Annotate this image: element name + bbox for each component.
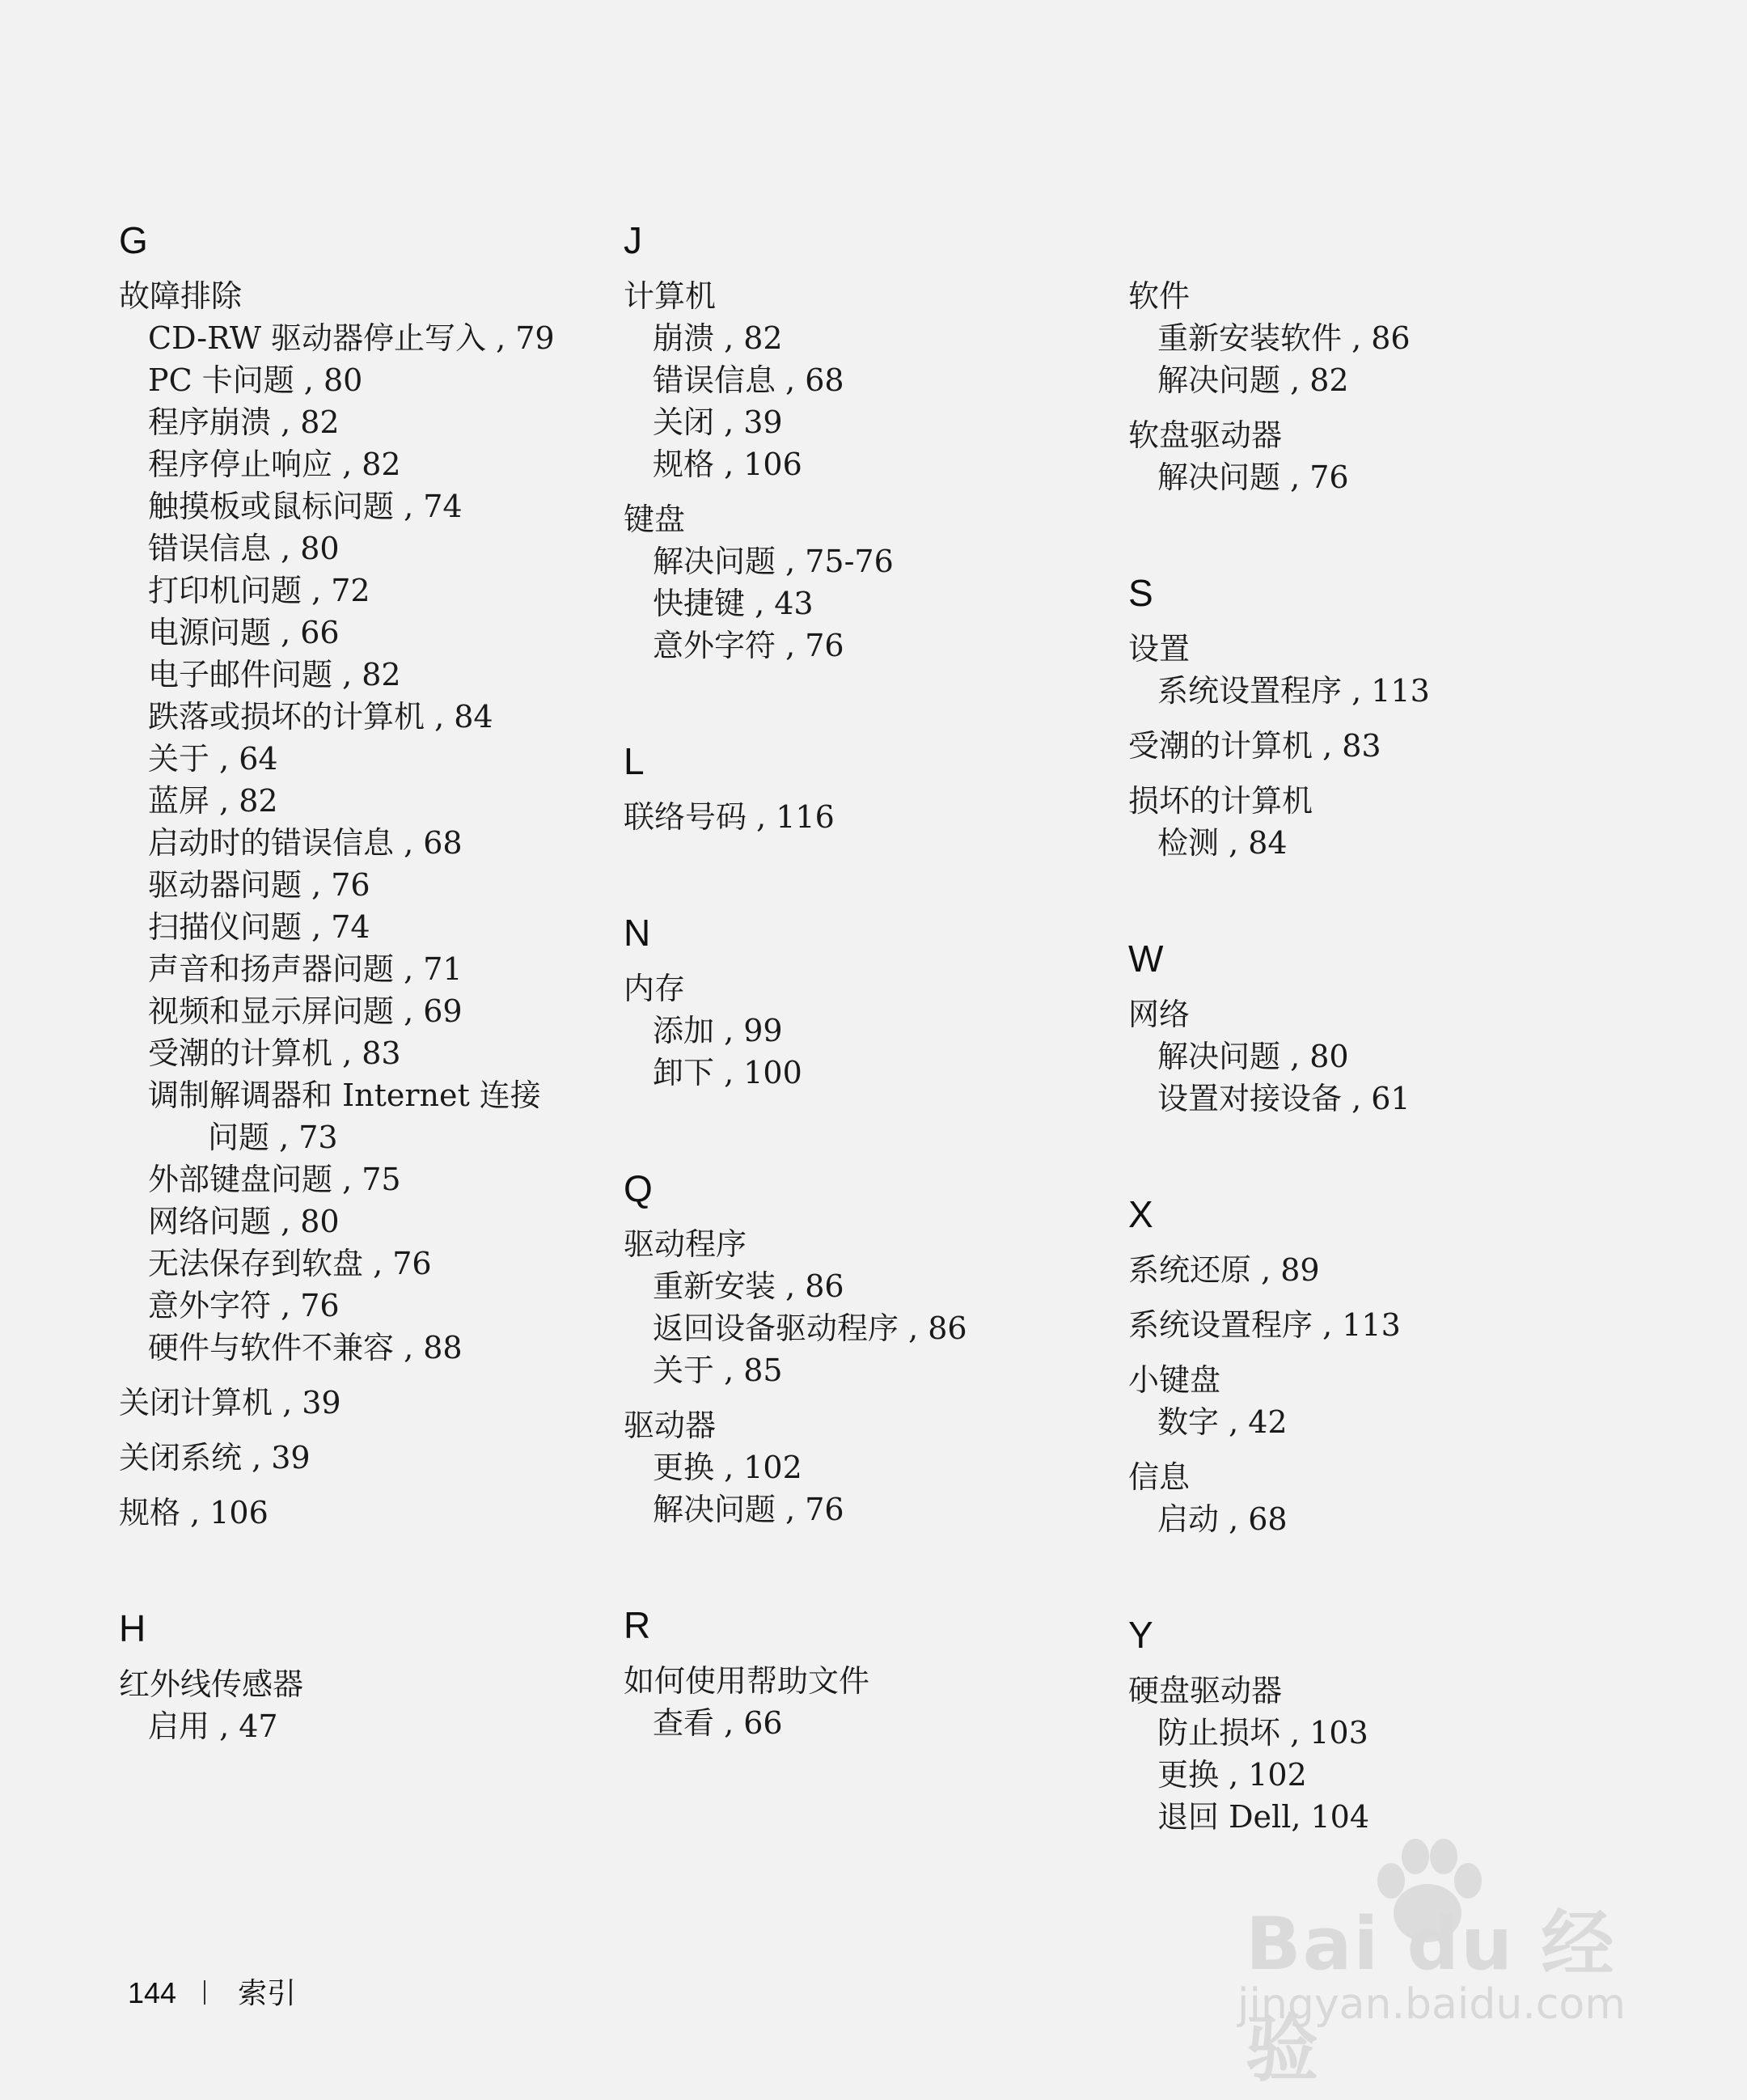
subentry-text: 扫描仪问题 , 74	[148, 909, 370, 945]
index-entry	[1128, 725, 1630, 767]
subentry-text: 添加 , 99	[653, 1013, 783, 1048]
index-entry	[1128, 628, 1630, 712]
index-term: 计算机	[624, 278, 717, 314]
subentry-text: 触摸板或鼠标问题 , 74	[148, 489, 463, 524]
index-entry	[624, 1660, 1125, 1744]
index-subentry	[1128, 317, 1630, 359]
index-subentry	[624, 359, 1125, 401]
index-entry	[624, 1223, 1125, 1391]
section-entries	[624, 967, 1125, 1094]
index-subentry	[624, 401, 1125, 443]
section-letter: L	[624, 740, 645, 782]
section-entries	[119, 275, 620, 1534]
index-term: 软件	[1128, 278, 1191, 314]
section-letter: H	[119, 1607, 146, 1649]
section-entries	[624, 1223, 1125, 1531]
subentry-text: 崩溃 , 82	[653, 320, 783, 356]
section-entries	[1128, 275, 1630, 498]
subentry-text: 外部键盘问题 , 75	[148, 1162, 401, 1197]
index-subentry	[119, 1285, 620, 1327]
section-gap	[1128, 1540, 1630, 1613]
index-subentry	[624, 1052, 1125, 1094]
subentry-text: 硬件与软件不兼容 , 88	[148, 1330, 463, 1365]
index-entry	[1128, 275, 1630, 401]
baidu-watermark	[1237, 1836, 1658, 2092]
index-term: 规格 , 106	[119, 1495, 269, 1531]
index-subentry	[1128, 1754, 1630, 1796]
subentry-text: 解决问题 , 82	[1157, 362, 1349, 398]
index-subentry	[624, 1702, 1125, 1744]
index-term: 如何使用帮助文件	[624, 1663, 870, 1699]
subentry-text: 规格 , 106	[653, 447, 802, 482]
footer-section-title: 索引	[238, 1976, 297, 2009]
subentry-text: 网络问题 , 80	[148, 1204, 340, 1239]
index-entry	[624, 967, 1125, 1094]
index-entry	[624, 796, 1125, 838]
index-term: 软盘驱动器	[1128, 417, 1283, 453]
index-subentry	[119, 990, 620, 1032]
subentry-text: 程序停止响应 , 82	[148, 447, 401, 482]
index-entry	[119, 275, 620, 1369]
subentry-text: 跌落或损坏的计算机 , 84	[148, 699, 493, 735]
subentry-text: 解决问题 , 76	[1157, 459, 1349, 495]
index-subentry	[119, 1074, 620, 1158]
index-subentry	[1128, 1712, 1630, 1754]
section-letter: W	[1128, 938, 1164, 980]
index-subentry	[624, 443, 1125, 485]
index-subentry	[1128, 822, 1630, 864]
subentry-text: 退回 Dell, 104	[1157, 1799, 1370, 1835]
subentry-text: 解决问题 , 75-76	[653, 544, 894, 579]
index-term: 损坏的计算机	[1128, 783, 1313, 819]
subentry-text: 启用 , 47	[148, 1708, 278, 1744]
subentry-text: 意外字符 , 76	[148, 1288, 340, 1323]
index-term: 驱动器	[624, 1408, 717, 1443]
index-subentry	[119, 1200, 620, 1243]
subentry-text: 关于 , 64	[148, 741, 278, 777]
index-term: 驱动程序	[624, 1226, 747, 1262]
index-term: 硬盘驱动器	[1128, 1673, 1283, 1708]
section-entries	[624, 1660, 1125, 1744]
index-column-1	[119, 218, 620, 1747]
section-entries	[1128, 1670, 1630, 1838]
index-term: 联络号码 , 116	[624, 799, 835, 835]
index-subentry	[119, 569, 620, 612]
section-gap	[1128, 498, 1630, 571]
index-subentry	[624, 1349, 1125, 1391]
index-term: 故障排除	[119, 278, 243, 314]
section-letter: Q	[624, 1167, 653, 1209]
index-subentry	[1128, 670, 1630, 712]
index-term: 系统还原 , 89	[1128, 1252, 1320, 1288]
subentry-text: 视频和显示屏问题 , 69	[148, 993, 463, 1029]
index-subentry	[624, 1010, 1125, 1052]
index-entry	[119, 1437, 620, 1479]
index-subentry	[119, 1705, 620, 1747]
subentry-text: 防止损坏 , 103	[1157, 1715, 1368, 1751]
subentry-continuation: 问题 , 73	[208, 1120, 338, 1155]
index-entry	[1128, 1304, 1630, 1346]
section-gap	[1128, 1120, 1630, 1192]
index-entry	[1128, 1359, 1630, 1443]
subentry-text: 程序崩溃 , 82	[148, 404, 340, 440]
index-entry	[1128, 993, 1630, 1120]
subentry-text: 解决问题 , 76	[653, 1492, 844, 1527]
index-subentry	[624, 624, 1125, 667]
subentry-text: 检测 , 84	[1157, 825, 1288, 861]
index-term: 内存	[624, 971, 686, 1006]
index-entry	[1128, 414, 1630, 498]
subentry-text: 系统设置程序 , 113	[1157, 673, 1430, 709]
page-footer	[128, 1971, 296, 2012]
index-entry	[119, 1492, 620, 1534]
index-entry	[1128, 780, 1630, 864]
index-subentry	[624, 1307, 1125, 1349]
section-letter	[1128, 218, 1630, 262]
section-entries	[624, 275, 1125, 667]
watermark-url: jingyan.baidu.com	[1237, 1980, 1626, 2029]
index-subentry	[119, 1243, 620, 1285]
index-term: 红外线传感器	[119, 1666, 304, 1702]
footer-separator	[204, 1980, 205, 2005]
index-subentry	[119, 443, 620, 485]
index-entry	[624, 275, 1125, 485]
index-subentry	[119, 864, 620, 906]
subentry-text: CD-RW 驱动器停止写入 , 79	[148, 320, 555, 356]
subentry-text: 返回设备驱动程序 , 86	[653, 1310, 967, 1346]
section-letter: X	[1128, 1193, 1153, 1235]
section-letter: N	[624, 912, 651, 954]
section-gap	[624, 1094, 1125, 1166]
subentry-text: 设置对接设备 , 61	[1157, 1081, 1411, 1116]
index-subentry	[119, 485, 620, 527]
index-column-2	[624, 218, 1125, 1744]
index-entry	[119, 1663, 620, 1747]
subentry-text: 数字 , 42	[1157, 1404, 1288, 1440]
subentry-text: 更换 , 102	[1157, 1757, 1307, 1793]
page-number: 144	[128, 1976, 177, 2009]
index-term: 小键盘	[1128, 1362, 1221, 1398]
index-subentry	[119, 906, 620, 948]
subentry-text: 错误信息 , 68	[653, 362, 844, 398]
subentry-text: PC 卡问题 , 80	[148, 362, 363, 398]
subentry-text: 启动时的错误信息 , 68	[148, 825, 463, 861]
index-subentry	[1128, 359, 1630, 401]
section-entries	[1128, 993, 1630, 1120]
index-subentry	[119, 317, 620, 359]
subentry-text: 查看 , 66	[653, 1705, 783, 1741]
index-subentry	[624, 540, 1125, 582]
index-subentry	[119, 1158, 620, 1200]
index-subentry	[1128, 1498, 1630, 1540]
section-gap	[624, 667, 1125, 739]
subentry-text: 蓝屏 , 82	[148, 783, 278, 819]
index-subentry	[1128, 1401, 1630, 1443]
index-entry	[1128, 1456, 1630, 1540]
index-subentry	[119, 359, 620, 401]
index-subentry	[119, 822, 620, 864]
index-subentry	[119, 1327, 620, 1369]
section-gap	[624, 1531, 1125, 1603]
index-term: 网络	[1128, 997, 1191, 1032]
index-subentry	[119, 401, 620, 443]
index-term: 键盘	[624, 502, 686, 537]
subentry-text: 关于 , 85	[653, 1353, 783, 1388]
index-subentry	[1128, 1078, 1630, 1120]
watermark-brand: Bai du 经验	[1246, 1902, 1616, 2092]
index-subentry	[119, 696, 620, 738]
section-entries	[624, 796, 1125, 838]
section-letter: J	[624, 219, 642, 261]
section-entries	[119, 1663, 620, 1747]
section-gap	[1128, 864, 1630, 937]
index-subentry	[119, 612, 620, 654]
index-subentry	[1128, 1035, 1630, 1078]
index-entry	[1128, 1249, 1630, 1291]
subentry-text: 卸下 , 100	[653, 1055, 802, 1090]
subentry-text: 启动 , 68	[1157, 1501, 1288, 1537]
index-term: 系统设置程序 , 113	[1128, 1307, 1401, 1343]
subentry-text: 声音和扬声器问题 , 71	[148, 951, 463, 987]
subentry-text: 更换 , 102	[653, 1450, 802, 1485]
index-subentry	[119, 654, 620, 696]
index-subentry	[1128, 456, 1630, 498]
section-entries	[1128, 1249, 1630, 1540]
index-subentry	[119, 1032, 620, 1074]
index-term: 受潮的计算机 , 83	[1128, 728, 1381, 764]
subentry-text: 驱动器问题 , 76	[148, 867, 370, 903]
index-subentry	[1128, 1796, 1630, 1838]
subentry-text: 电子邮件问题 , 82	[148, 657, 401, 692]
index-entry	[624, 498, 1125, 667]
subentry-text: 重新安装 , 86	[653, 1268, 844, 1304]
index-subentry	[624, 317, 1125, 359]
index-term: 信息	[1128, 1459, 1191, 1495]
index-subentry	[119, 527, 620, 569]
index-subentry	[119, 780, 620, 822]
section-gap	[119, 1534, 620, 1607]
subentry-text: 错误信息 , 80	[148, 531, 340, 566]
subentry-text: 意外字符 , 76	[653, 628, 844, 663]
subentry-text: 解决问题 , 80	[1157, 1039, 1349, 1074]
subentry-text: 无法保存到软盘 , 76	[148, 1246, 432, 1281]
index-term: 关闭计算机 , 39	[119, 1385, 341, 1420]
index-term: 设置	[1128, 631, 1191, 667]
index-subentry	[119, 738, 620, 780]
index-entry	[119, 1382, 620, 1424]
index-subentry	[119, 948, 620, 990]
section-letter: Y	[1128, 1614, 1153, 1656]
section-letter: R	[624, 1604, 651, 1646]
index-subentry	[624, 1265, 1125, 1307]
subentry-text: 调制解调器和 Internet 连接	[148, 1078, 541, 1113]
subentry-text: 打印机问题 , 72	[148, 573, 370, 608]
subentry-text: 关闭 , 39	[653, 404, 783, 440]
section-gap	[624, 838, 1125, 911]
section-entries	[1128, 628, 1630, 864]
index-subentry	[624, 1446, 1125, 1488]
index-term: 关闭系统 , 39	[119, 1440, 311, 1476]
index-entry	[1128, 1670, 1630, 1838]
index-column-3	[1128, 218, 1630, 1838]
subentry-text: 电源问题 , 66	[148, 615, 340, 650]
index-entry	[624, 1404, 1125, 1531]
section-letter: G	[119, 219, 148, 261]
subentry-text: 受潮的计算机 , 83	[148, 1035, 401, 1071]
section-letter: S	[1128, 572, 1153, 614]
subentry-text: 快捷键 , 43	[653, 586, 814, 621]
index-subentry	[624, 1488, 1125, 1531]
subentry-text: 重新安装软件 , 86	[1157, 320, 1411, 356]
index-subentry	[624, 582, 1125, 624]
